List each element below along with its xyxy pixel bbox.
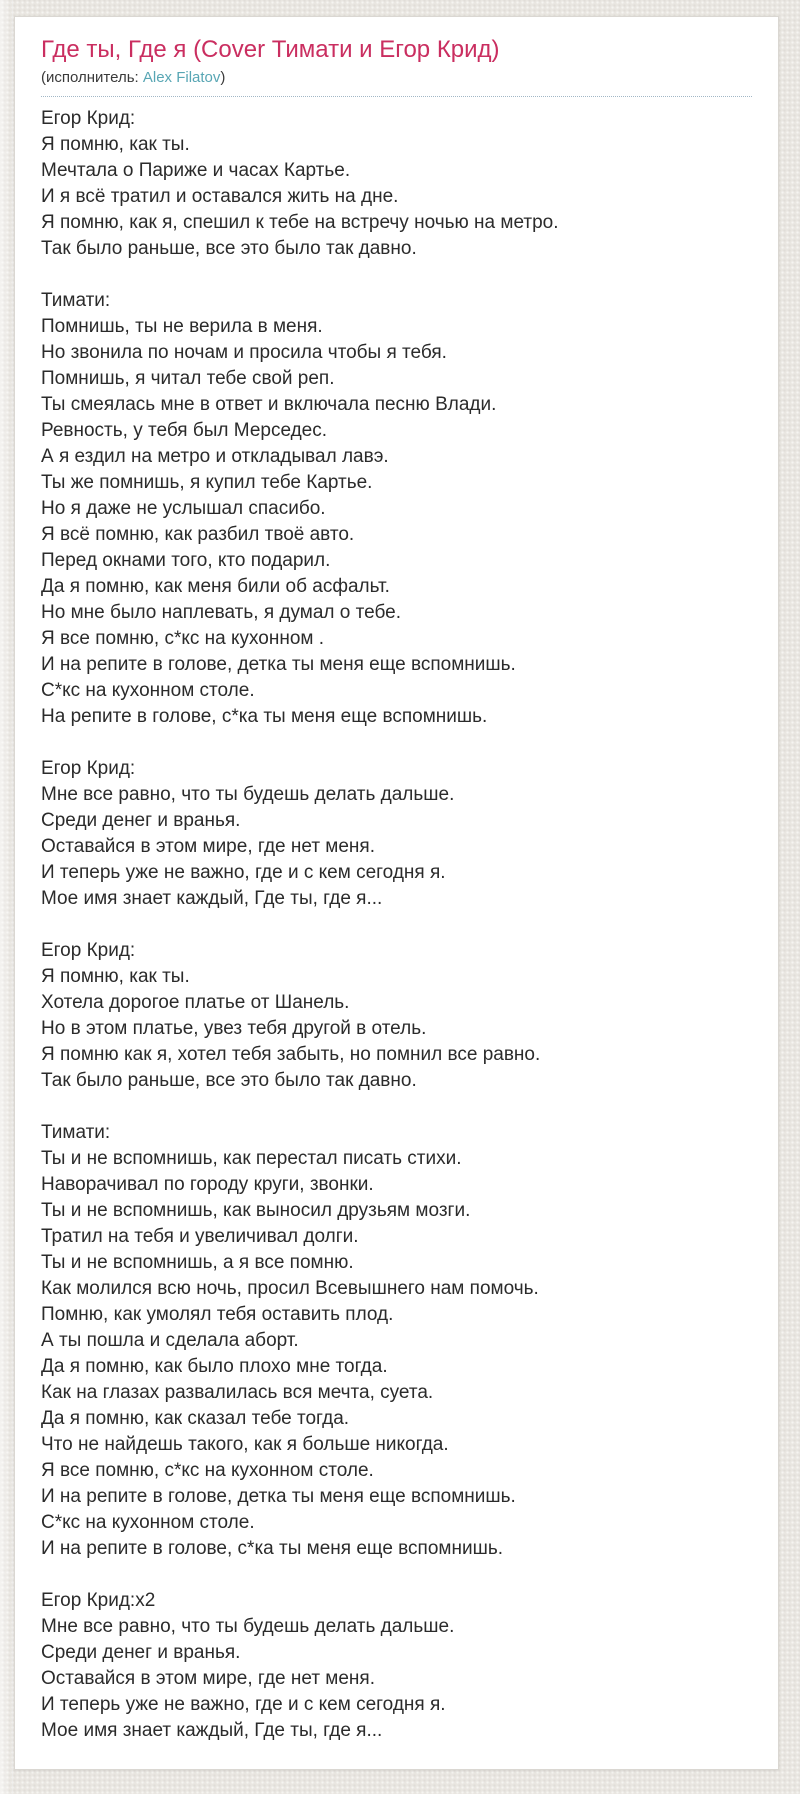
lyric-line: Мое имя знает каждый, Где ты, где я... — [41, 888, 383, 909]
lyric-line: Перед окнами того, кто подарил. — [41, 550, 331, 571]
lyric-line: Тимати: — [41, 1122, 111, 1143]
lyric-line: Тимати: — [41, 290, 111, 311]
lyric-line: Ты и не вспомнишь, как перестал писать стихи. — [41, 1148, 462, 1169]
lyric-line: Тратил на тебя и увеличивал долги. — [41, 1226, 359, 1247]
lyric-line: Оставайся в этом мире, где нет меня. — [41, 1668, 375, 1689]
lyric-line: И на репите в голове, детка ты меня еще вспомнишь. — [41, 654, 516, 675]
lyric-line: Мне все равно, что ты будешь делать дальше. — [41, 784, 455, 805]
lyric-line: Егор Крид:x2 — [41, 1590, 156, 1611]
lyric-line: Так было раньше, все это было так давно. — [41, 1070, 417, 1091]
lyric-line: Егор Крид: — [41, 108, 136, 129]
lyric-line: Ты же помнишь, я купил тебе Картье. — [41, 472, 373, 493]
page-edge-texture — [0, 0, 13, 1794]
lyric-line: Как на глазах развалилась вся мечта, суета. — [41, 1382, 434, 1403]
lyric-line: Ты смеялась мне в ответ и включала песню Влади. — [41, 394, 497, 415]
lyric-line: Но звонила по ночам и просила чтобы я тебя. — [41, 342, 447, 363]
lyric-line: Среди денег и вранья. — [41, 1642, 241, 1663]
lyric-line: А ты пошла и сделала аборт. — [41, 1330, 299, 1351]
page-title: Где ты, Где я (Cover Тимати и Егор Крид) — [41, 36, 500, 63]
lyric-line: Мое имя знает каждый, Где ты, где я... — [41, 1720, 383, 1741]
lyric-line: Я все помню, с*кс на кухонном . — [41, 628, 325, 649]
lyrics-text — [41, 106, 752, 1744]
lyric-line: И теперь уже не важно, где и с кем сегодня я. — [41, 1694, 446, 1715]
lyric-line: Так было раньше, все это было так давно. — [41, 238, 417, 259]
artist-line — [41, 68, 752, 88]
lyric-line: Но я даже не услышал спасибо. — [41, 498, 326, 519]
lyric-line: Я помню, как ты. — [41, 134, 190, 155]
lyric-line: Помню, как умолял тебя оставить плод. — [41, 1304, 394, 1325]
lyric-line: На репите в голове, с*ка ты меня еще вспомнишь. — [41, 706, 488, 727]
lyric-line: Я все помню, с*кс на кухонном столе. — [41, 1460, 374, 1481]
lyric-line: Хотела дорогое платье от Шанель. — [41, 992, 350, 1013]
lyric-line: С*кс на кухонном столе. — [41, 680, 255, 701]
lyric-line: Егор Крид: — [41, 940, 136, 961]
lyric-line: Да я помню, как было плохо мне тогда. — [41, 1356, 388, 1377]
lyric-line: Я помню, как я, спешил к тебе на встречу ночью на метро. — [41, 212, 559, 233]
lyric-line: Помнишь, ты не верила в меня. — [41, 316, 323, 337]
lyric-line: Да я помню, как меня били об асфальт. — [41, 576, 390, 597]
artist-link[interactable]: Alex Filatov — [142, 69, 221, 86]
lyric-line: Я всё помню, как разбил твоё авто. — [41, 524, 355, 545]
lyric-line: Ты и не вспомнишь, а я все помню. — [41, 1252, 354, 1273]
artist-label-suffix: ) — [220, 69, 226, 86]
lyric-line: Мне все равно, что ты будешь делать дальше. — [41, 1616, 455, 1637]
stanza — [41, 938, 752, 1094]
stanza — [41, 1120, 752, 1562]
lyric-line: Помнишь, я читал тебе свой реп. — [41, 368, 335, 389]
stanza — [41, 106, 752, 262]
stanza — [41, 756, 752, 912]
lyric-line: Ты и не вспомнишь, как выносил друзьям мозги. — [41, 1200, 471, 1221]
lyric-line: Мечтала о Париже и часах Картье. — [41, 160, 351, 181]
lyrics-card — [14, 16, 779, 1770]
lyric-line: Да я помню, как сказал тебе тогда. — [41, 1408, 350, 1429]
lyric-line: Как молился всю ночь, просил Всевышнего нам помочь. — [41, 1278, 539, 1299]
lyric-line: С*кс на кухонном столе. — [41, 1512, 255, 1533]
lyric-line: И я всё тратил и оставался жить на дне. — [41, 186, 399, 207]
header — [41, 35, 752, 97]
stanza — [41, 288, 752, 730]
lyric-line: А я ездил на метро и откладывал лавэ. — [41, 446, 389, 467]
lyric-line: И на репите в голове, детка ты меня еще вспомнишь. — [41, 1486, 516, 1507]
lyric-line: Но в этом платье, увез тебя другой в отель. — [41, 1018, 427, 1039]
lyric-line: И на репите в голове, с*ка ты меня еще вспомнишь. — [41, 1538, 504, 1559]
stanza — [41, 1588, 752, 1744]
lyric-line: Ревность, у тебя был Мерседес. — [41, 420, 328, 441]
lyric-line: Наворачивал по городу круги, звонки. — [41, 1174, 374, 1195]
lyric-line: Егор Крид: — [41, 758, 136, 779]
lyric-line: Среди денег и вранья. — [41, 810, 241, 831]
lyric-line: Я помню, как ты. — [41, 966, 190, 987]
lyric-line: Что не найдешь такого, как я больше никогда. — [41, 1434, 449, 1455]
lyric-line: Я помню как я, хотел тебя забыть, но помнил все равно. — [41, 1044, 541, 1065]
lyric-line: Оставайся в этом мире, где нет меня. — [41, 836, 375, 857]
lyric-line: И теперь уже не важно, где и с кем сегодня я. — [41, 862, 446, 883]
lyric-line: Но мне было наплевать, я думал о тебе. — [41, 602, 401, 623]
artist-label-prefix: (исполнитель: — [41, 69, 143, 86]
